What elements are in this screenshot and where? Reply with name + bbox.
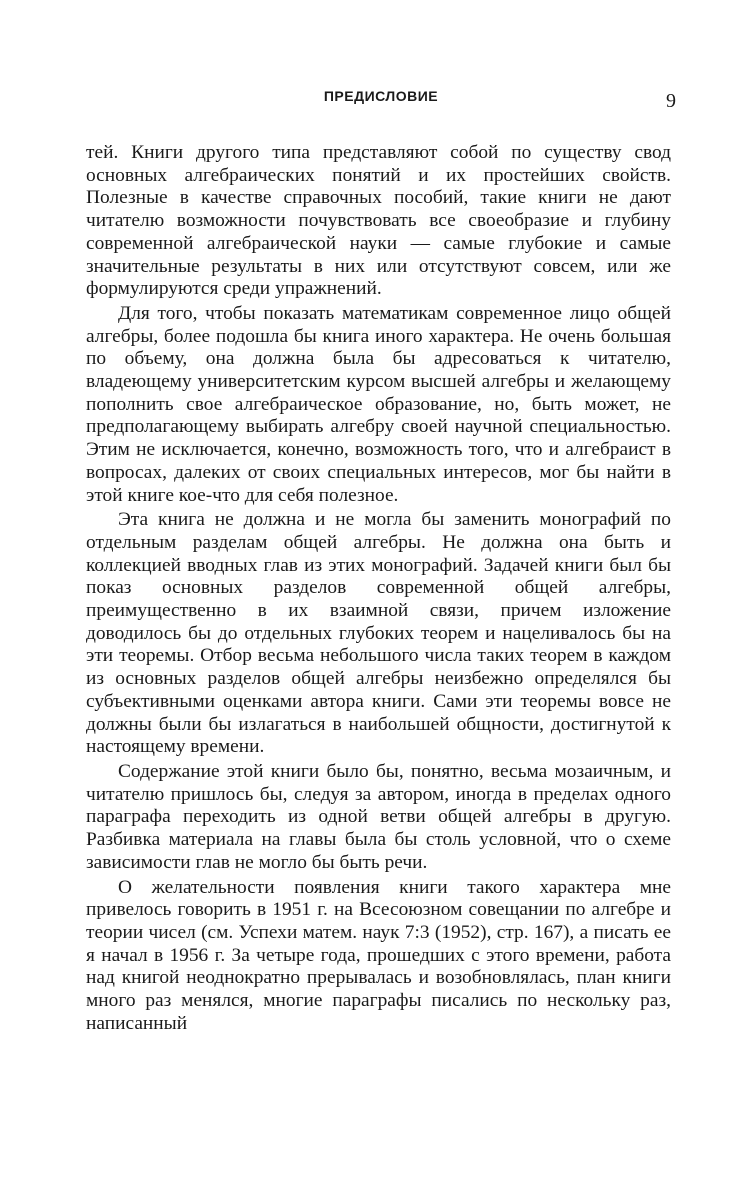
- page-header: [86, 88, 676, 112]
- paragraph: О желательности появления книги такого характера мне привелось говорить в 1951 г. на Всесоюзном совещании по алгебре и теории чисел (см. Успехи матем. наук 7:3 (1952), стр. 167), а писать ее я начал в 1956 г. За четыре года, прошедших с этого времени, работа над книгой неоднократно прерывалась и возобновлялась, план книги много раз менялся, многие параграфы писались по нескольку раз, написанный: [86, 876, 671, 1034]
- paragraph: Эта книга не должна и не могла бы заменить монографий по отдельным разделам общей алгебры. Не должна она быть и коллекцией вводных глав из этих монографий. Задачей книги был бы показ основных разделов современной общей алгебры, преимущественно в их взаимной связи, причем изложение доводилось бы до отдельных глубоких теорем и нацеливалось бы на эти теоремы. Отбор весьма небольшого числа таких теорем в каждом из основных разделов общей алгебры неизбежно определялся бы субъективными оценками автора книги. Сами эти теоремы вовсе не должны были бы излагаться в наибольшей общности, достигнутой к настоящему времени.: [86, 509, 671, 758]
- paragraph: Содержание этой книги было бы, понятно, весьма мозаичным, и читателю пришлось бы, следуя за автором, иногда в пределах одного параграфа переходить из одной ветви общей алгебры в другую. Разбивка материала на главы была бы столь условной, что о схеме зависимости глав не могло бы быть речи.: [86, 760, 671, 873]
- paragraph: Для того, чтобы показать математикам современное лицо общей алгебры, более подошла бы книга иного характера. Не очень большая по объему, она должна была бы адресоваться к читателю, владеющему университетским курсом высшей алгебры и желающему пополнить свое алгебраическое образование, но, быть может, не предполагающему выбирать алгебру своей научной специальностью. Этим не исключается, конечно, возможность того, что и алгебраист в вопросах, далеких от своих специальных интересов, мог бы найти в этой книге кое-что для себя полезное.: [86, 302, 671, 506]
- running-title: ПРЕДИСЛОВИЕ: [323, 88, 439, 104]
- page-number: 9: [666, 90, 676, 112]
- paragraph-continuation: тей. Книги другого типа представляют собой по существу свод основных алгебраических понятий и их простейших свойств. Полезные в качестве справочных пособий, такие книги не дают читателю возможности почувствовать все своеобразие и глубину современной алгебраической науки — самые глубокие и самые значительные результаты в них или отсутствуют совсем, или же формулируются среди упражнений.: [86, 142, 671, 300]
- body-text: [86, 142, 671, 1037]
